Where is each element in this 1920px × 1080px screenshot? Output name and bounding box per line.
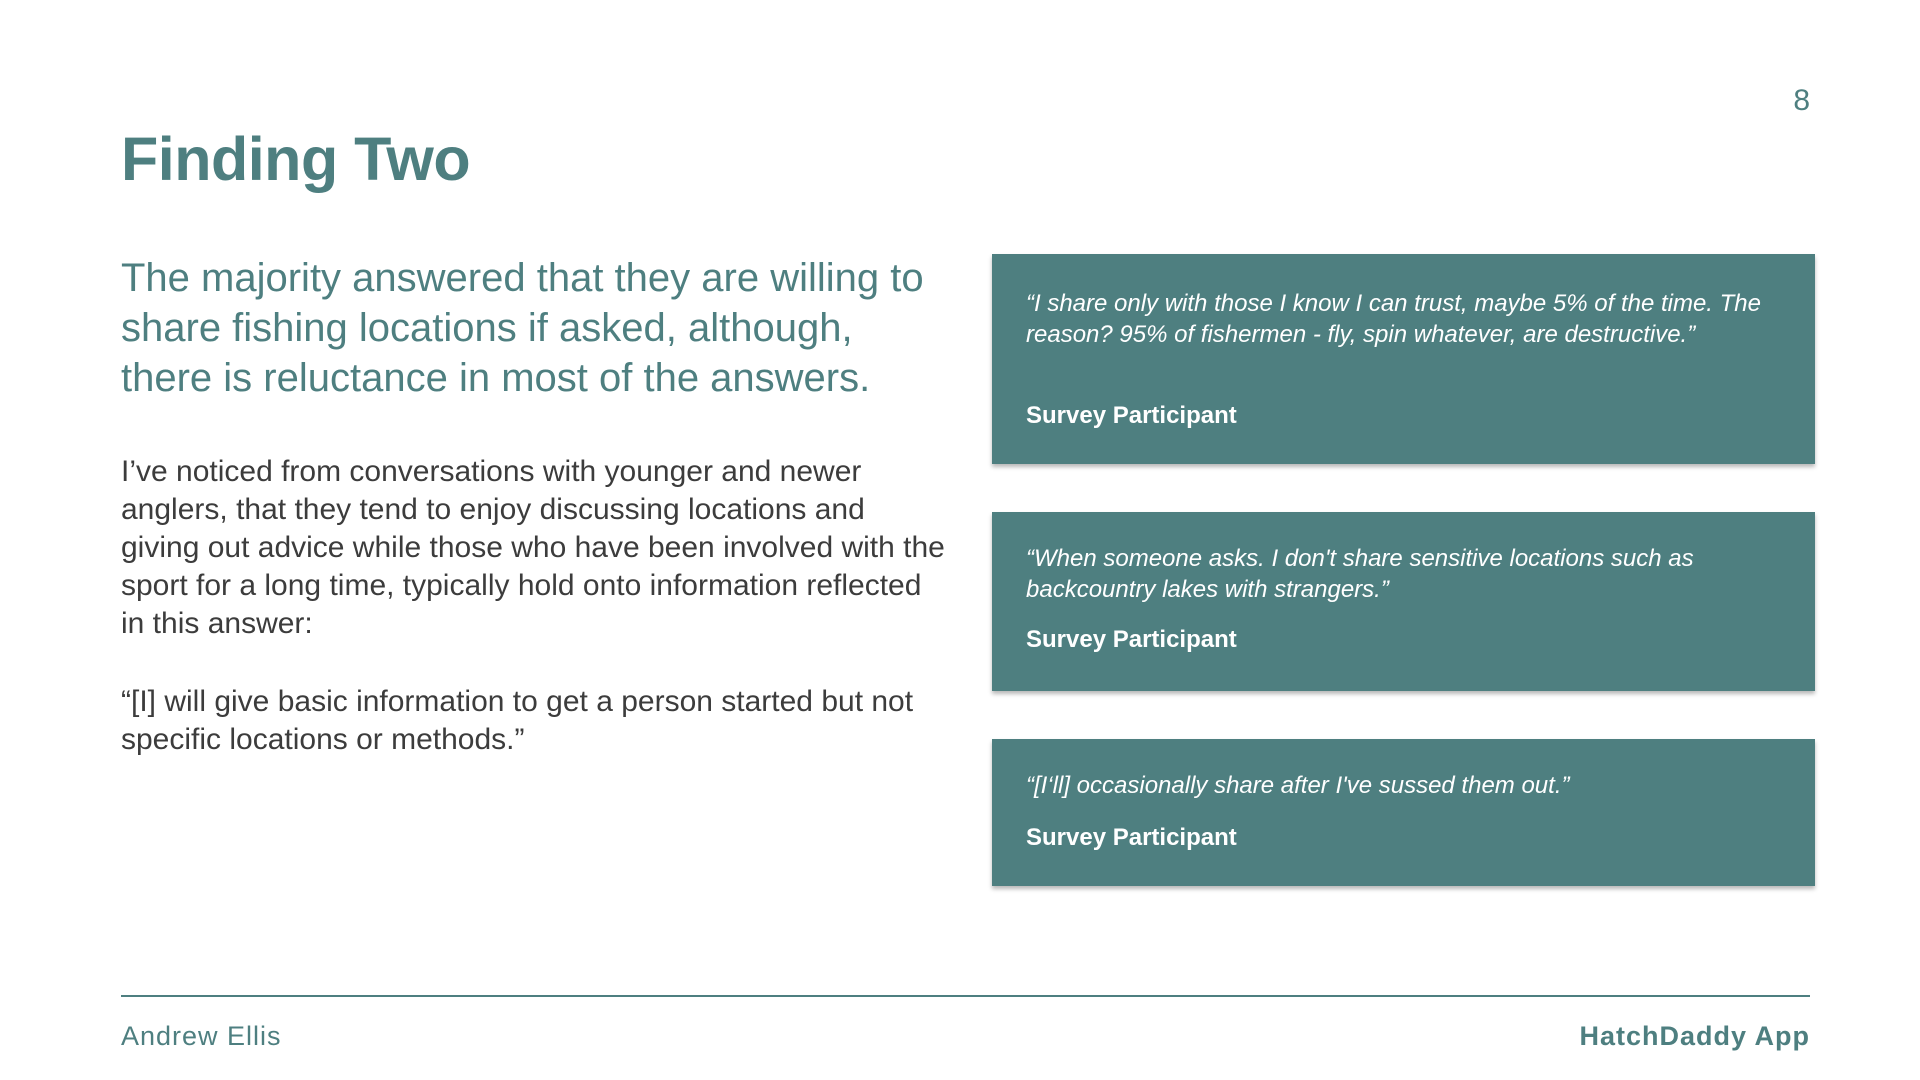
quote-text: “I share only with those I know I can trust, maybe 5% of the time. The reason? 95% of fishermen - fly, spin whatever, are destructive.” bbox=[1026, 290, 1761, 348]
quote-text: “[I‘ll] occasionally share after I've sussed them out.” bbox=[1026, 772, 1570, 799]
quote-text: “When someone asks. I don't share sensitive locations such as backcountry lakes with strangers.” bbox=[1026, 545, 1694, 603]
body-paragraph: I’ve noticed from conversations with younger and newer anglers, that they tend to enjoy discussing locations and giving out advice while those who have been involved with the sport for a long time, typically hold onto information reflected in this answer: bbox=[121, 455, 945, 640]
quote-card bbox=[992, 739, 1815, 886]
quote-author: Survey Participant bbox=[1026, 824, 1237, 851]
slide-subtitle: The majority answered that they are willing to share fishing locations if asked, although, there is reluctance in most of the answers. bbox=[121, 256, 924, 400]
page-number: 8 bbox=[1793, 84, 1810, 117]
footer-divider bbox=[121, 995, 1810, 997]
footer-app-name: HatchDaddy App bbox=[1579, 1021, 1810, 1051]
quote-card bbox=[992, 254, 1815, 464]
quote-author: Survey Participant bbox=[1026, 402, 1237, 429]
slide-title: Finding Two bbox=[121, 125, 471, 193]
quote-author: Survey Participant bbox=[1026, 626, 1237, 653]
body-quote: “[I] will give basic information to get a person started but not specific locations or methods.” bbox=[121, 685, 914, 756]
footer-author: Andrew Ellis bbox=[121, 1021, 282, 1051]
quote-card bbox=[992, 512, 1815, 691]
